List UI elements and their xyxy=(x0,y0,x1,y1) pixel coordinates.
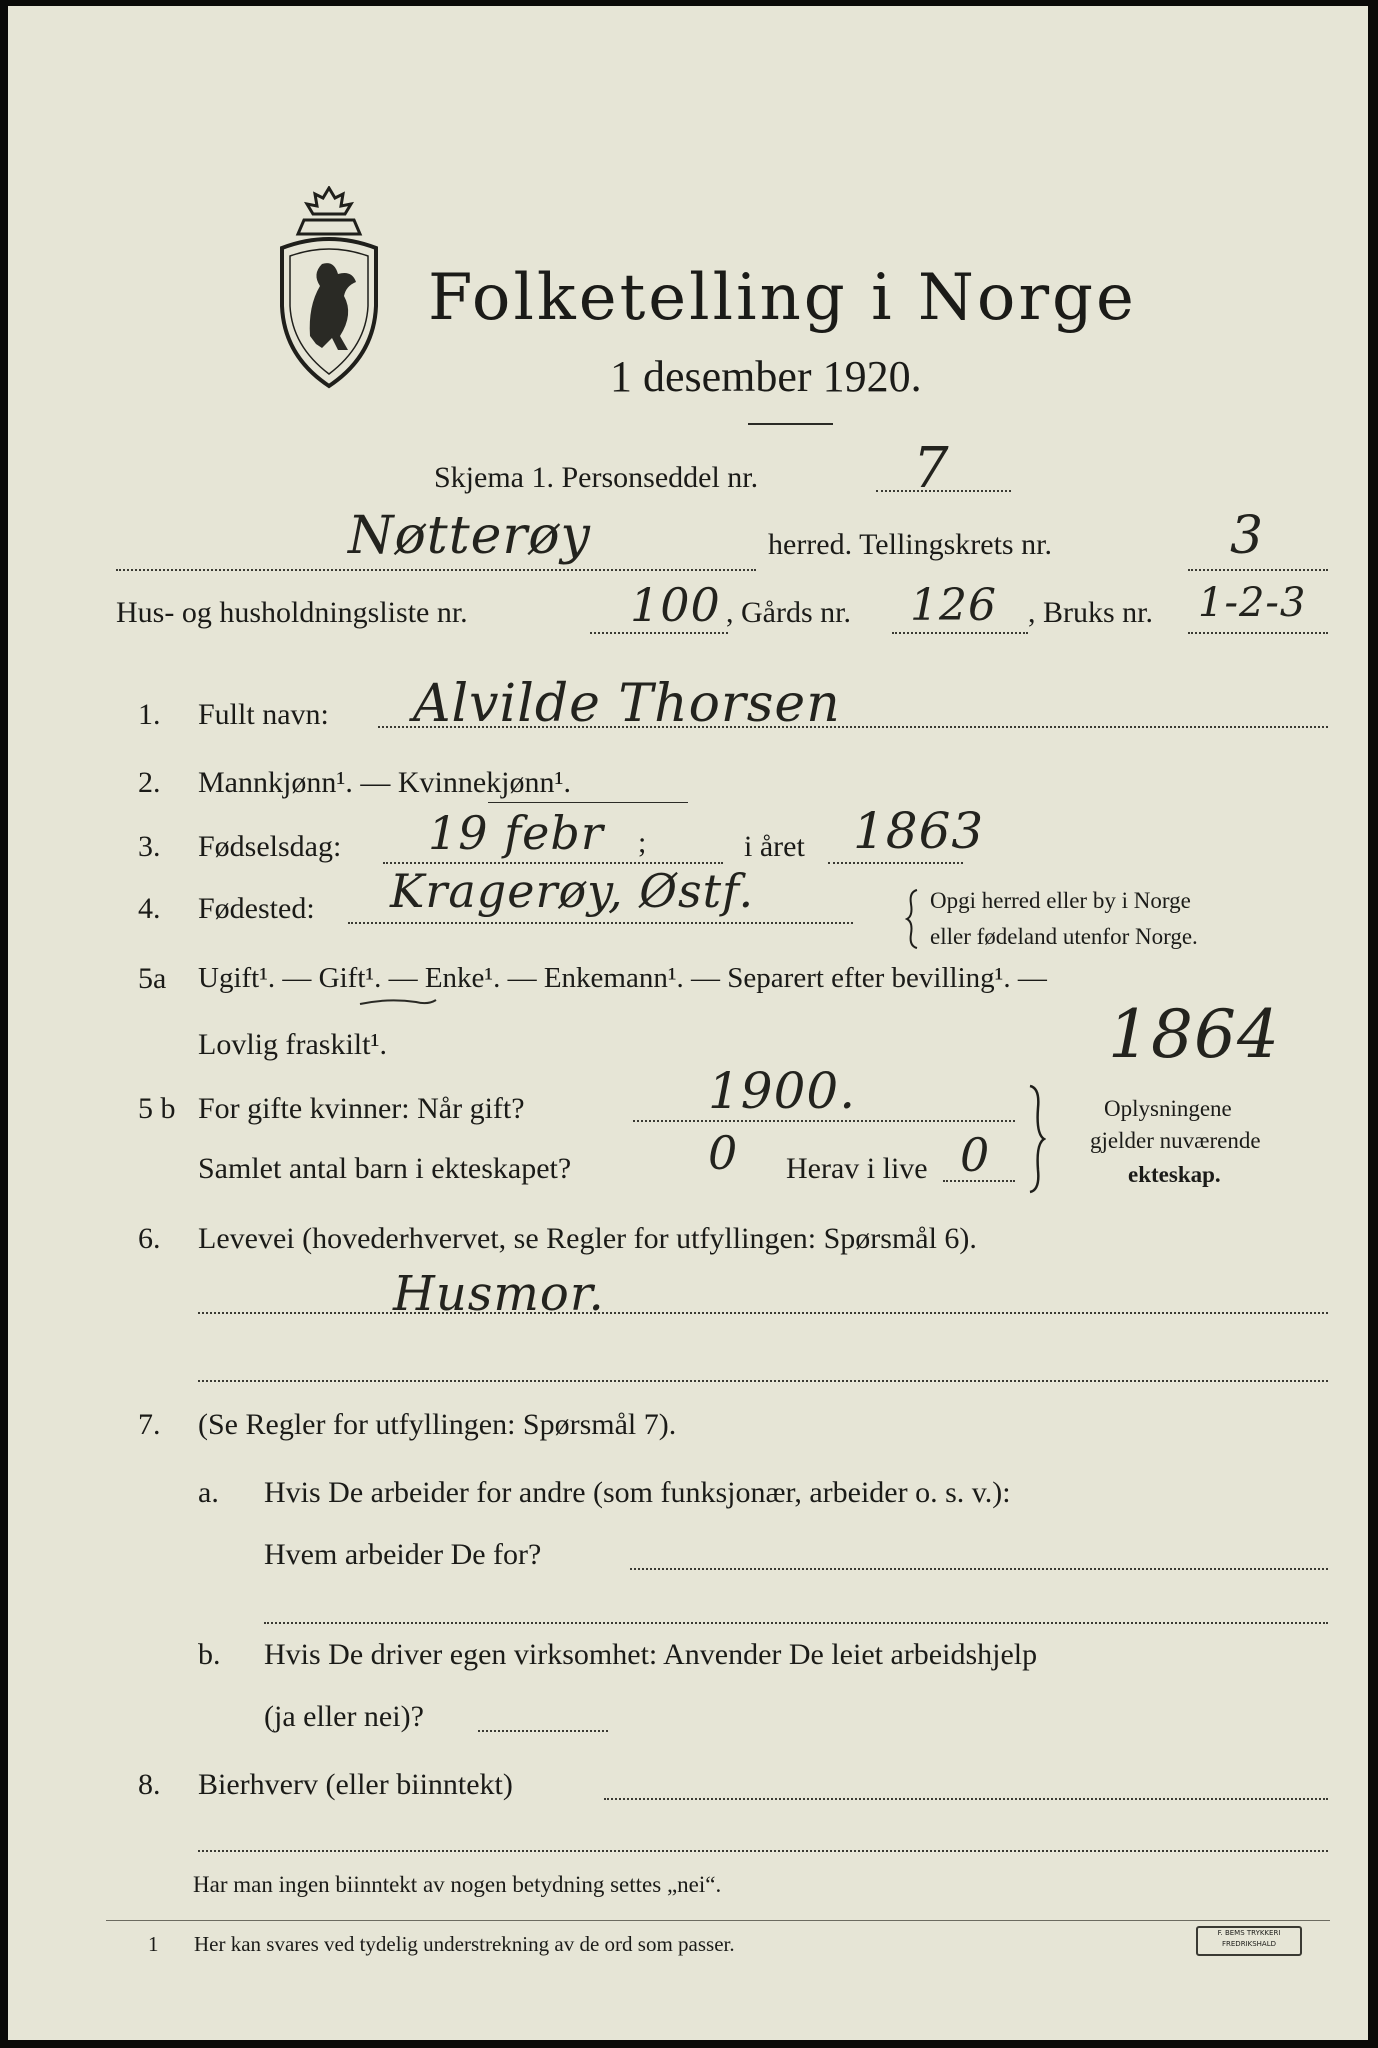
q6-label: Levevei (hovederhvervet, se Regler for utfyllingen: Spørsmål 6). xyxy=(198,1222,977,1255)
herred-label: herred. Tellingskrets nr. xyxy=(768,528,1052,561)
levevei-value: Husmor. xyxy=(393,1266,605,1322)
biinntekt-note: Har man ingen biinntekt av nogen betydning settes „nei“. xyxy=(193,1872,722,1897)
herred-value: Nøtterøy xyxy=(348,506,591,566)
form-title: Folketelling i Norge xyxy=(428,261,1137,335)
printer-stamp-text: F. BEMS TRYKKERI FREDRIKSHALD xyxy=(1217,1929,1281,1948)
q2-label: Mannkjønn¹. — Kvinnekjønn¹. xyxy=(198,766,571,799)
fodested-value: Kragerøy, Østf. xyxy=(390,864,755,918)
q8-line xyxy=(604,1798,1328,1800)
levevei-line2 xyxy=(198,1380,1328,1382)
q7b-letter: b. xyxy=(198,1638,221,1671)
q7b-line xyxy=(478,1730,608,1732)
navn-line xyxy=(378,726,1328,728)
aar-line xyxy=(828,862,963,864)
q3-aar-label: i året xyxy=(744,830,805,863)
q4-number: 4. xyxy=(138,892,161,925)
q3-label: Fødselsdag: xyxy=(198,830,342,863)
q3-number: 3. xyxy=(138,830,161,863)
levevei-line1 xyxy=(198,1312,1328,1314)
i-live-value: 0 xyxy=(960,1128,991,1182)
q2-number: 2. xyxy=(138,766,161,799)
q8-line-extra xyxy=(198,1850,1328,1852)
q5b-line2b: Herav i live xyxy=(786,1152,928,1185)
q5b-line2: Samlet antal barn i ekteskapet? xyxy=(198,1152,572,1185)
q8-number: 8. xyxy=(138,1768,161,1801)
bruks-value: 1-2-3 xyxy=(1198,580,1307,626)
q4-note-line2: eller fødeland utenfor Norge. xyxy=(930,924,1198,949)
naar-gift-value: 1900. xyxy=(708,1062,857,1120)
q6-number: 6. xyxy=(138,1222,161,1255)
q7-label: (Se Regler for utfyllingen: Spørsmål 7). xyxy=(198,1408,677,1441)
coat-of-arms-icon xyxy=(270,186,388,391)
husliste-line xyxy=(590,632,728,634)
aar-value: 1863 xyxy=(853,802,985,860)
q5b-line1: For gifte kvinner: Når gift? xyxy=(198,1092,525,1125)
gift-underline-mark xyxy=(358,996,438,1008)
q7b-line2: (ja eller nei)? xyxy=(264,1700,424,1733)
bruks-label: , Bruks nr. xyxy=(1028,596,1154,629)
printer-stamp xyxy=(1196,1926,1302,1956)
census-form xyxy=(8,6,1368,2040)
q4-label: Fødested: xyxy=(198,892,315,925)
margin-year: 1864 xyxy=(1108,996,1280,1073)
q5b-note-line2: gjelder nuværende xyxy=(1090,1128,1261,1153)
gards-label: , Gårds nr. xyxy=(726,596,851,629)
q1-label: Fullt navn: xyxy=(198,698,329,731)
q5b-brace-icon xyxy=(1028,1084,1046,1194)
fodested-line xyxy=(348,922,853,924)
q5a-line2: Lovlig fraskilt¹. xyxy=(198,1028,387,1061)
barn-value: 0 xyxy=(708,1126,739,1180)
q4-brace-icon xyxy=(905,888,919,950)
q7a-line1: Hvis De arbeider for andre (som funksjonær, arbeider o. s. v.): xyxy=(264,1476,1011,1509)
tellingskrets-value: 3 xyxy=(1230,506,1265,566)
q5b-note-line1: Oplysningene xyxy=(1104,1096,1232,1121)
census-date: 1 desember 1920. xyxy=(610,352,922,401)
tellingskrets-line xyxy=(1188,569,1328,571)
footnote-text: Her kan svares ved tydelig understrekning av de ord som passer. xyxy=(194,1932,735,1956)
schema-label: Skjema 1. Personseddel nr. xyxy=(434,461,759,494)
q1-number: 1. xyxy=(138,698,161,731)
navn-value: Alvilde Thorsen xyxy=(413,674,841,734)
q4-note-line1: Opgi herred eller by i Norge xyxy=(930,888,1191,913)
q7a-letter: a. xyxy=(198,1476,219,1509)
q7-number: 7. xyxy=(138,1408,161,1441)
q5b-number: 5 b xyxy=(138,1092,176,1125)
footnote-divider xyxy=(106,1920,1330,1921)
naar-gift-line xyxy=(633,1120,1015,1122)
footnote-number: 1 xyxy=(148,1932,159,1956)
husliste-value: 100 xyxy=(630,578,721,632)
husliste-label: Hus- og husholdningsliste nr. xyxy=(116,596,468,629)
q7a-line2: Hvem arbeider De for? xyxy=(264,1538,542,1571)
q8-label: Bierhverv (eller biinntekt) xyxy=(198,1768,513,1801)
title-divider xyxy=(748,423,833,425)
fodselsdag-value: 19 febr xyxy=(428,806,604,860)
kvinnekjonn-underline xyxy=(488,802,688,803)
q5b-note-line3: ekteskap. xyxy=(1128,1162,1221,1187)
i-live-line xyxy=(943,1180,1015,1182)
q5a-line1: Ugift¹. — Gift¹. — Enke¹. — Enkemann¹. — Separert efter bevilling¹. — xyxy=(198,962,1047,994)
q7b-line1: Hvis De driver egen virksomhet: Anvender De leiet arbeidshjelp xyxy=(264,1638,1038,1671)
herred-line xyxy=(116,569,756,571)
q5a-number: 5a xyxy=(138,962,167,995)
gards-value: 126 xyxy=(910,580,997,631)
bruks-line xyxy=(1188,632,1328,634)
personseddel-value: 7 xyxy=(913,436,950,501)
q7a-line-extra xyxy=(264,1622,1328,1624)
q7a-line xyxy=(630,1568,1328,1570)
q3-semicolon: ; xyxy=(638,826,647,859)
gards-line xyxy=(892,632,1028,634)
